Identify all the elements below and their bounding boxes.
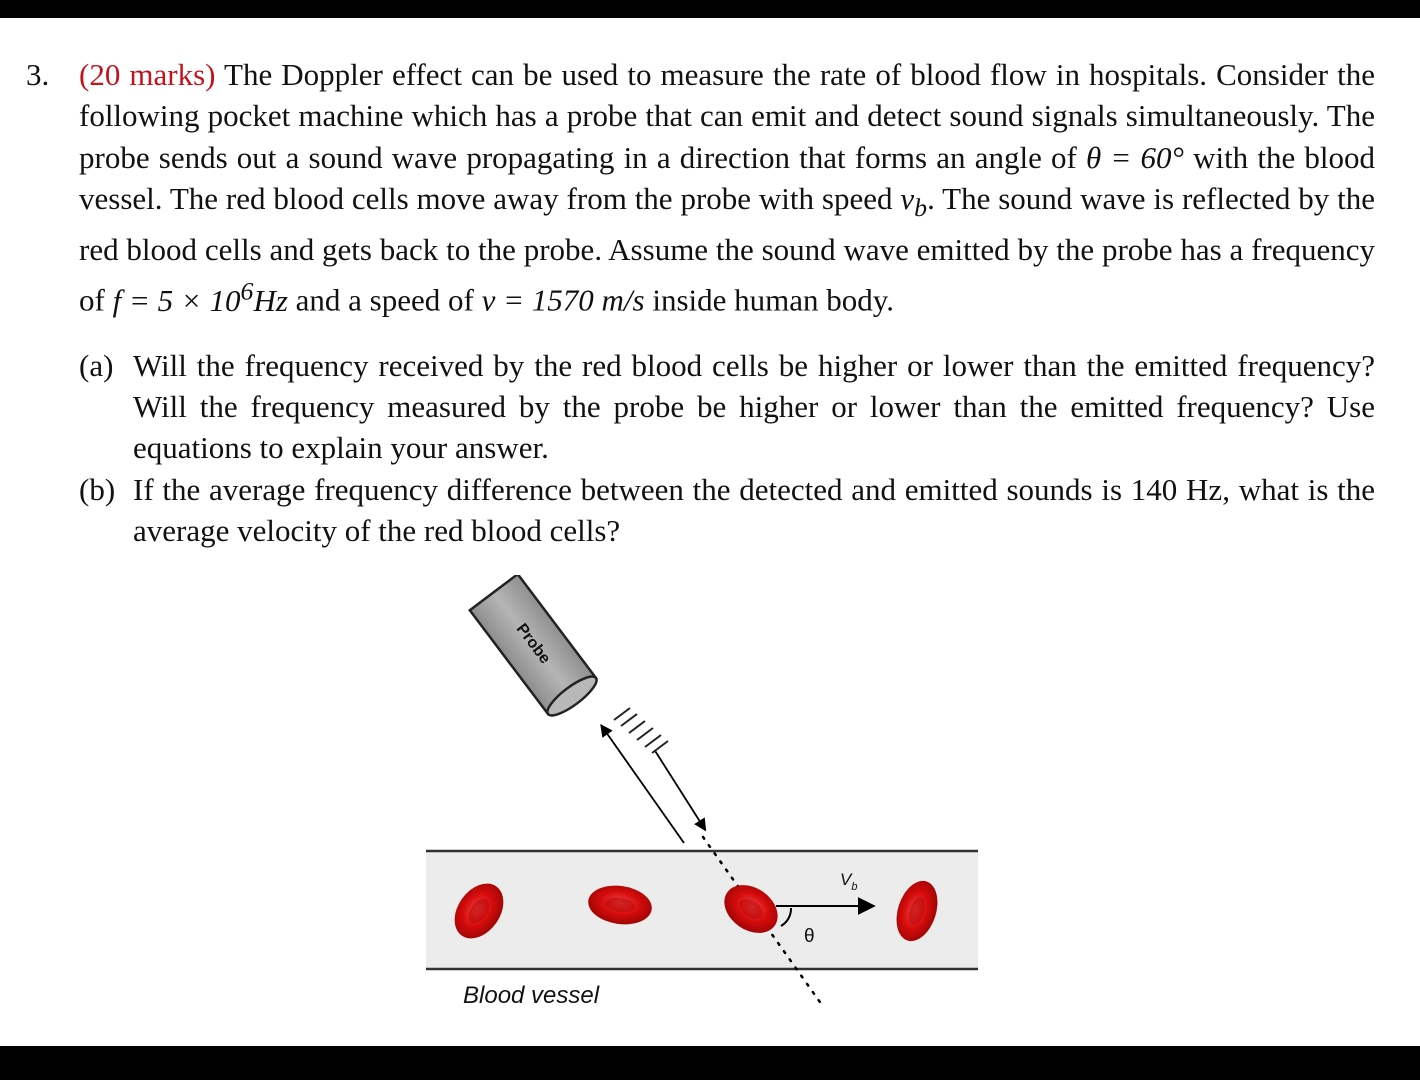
- part-a: [79, 345, 1375, 468]
- sound-wave-fronts: [614, 708, 668, 753]
- part-b-text: If the average frequency difference between the detected and emitted sounds is 140 Hz, what is the average velocity of the red blood cells?: [133, 472, 1375, 548]
- question-text: [79, 54, 1375, 321]
- part-b: [79, 469, 1375, 551]
- incident-wave-arrow: [655, 745, 705, 838]
- intro-part-4: and a speed of: [295, 282, 474, 318]
- vessel-lumen: [426, 851, 978, 969]
- vb-symbol: $v_b$: [900, 181, 928, 223]
- part-b-label: (b): [79, 472, 116, 507]
- angle-label: θ: [804, 926, 815, 947]
- speed-equation: v = 1570 m/s: [481, 282, 645, 318]
- intro-part-3: . The sound wave is reflected by the red blood cells and gets back to the probe. Assume the sound wave emitted by the probe has a frequency of: [79, 181, 1376, 318]
- probe-label: Probe: [512, 620, 554, 668]
- question-number: 3.: [26, 57, 50, 92]
- vessel-label: Blood vessel: [463, 982, 600, 1009]
- theta-equation: θ = 60°: [1086, 139, 1184, 175]
- probe: [470, 575, 602, 721]
- intro-part-1: The Doppler effect can be used to measure the rate of blood flow in hospitals. Consider the following pocket machine which has a probe that can emit and detect sound signals simultaneously. The probe sends out a sound wave propagating in a direction that forms an angle of: [79, 57, 1375, 175]
- frequency-equation: $f = 5 \times 10^6Hz$: [112, 276, 288, 318]
- intro-part-5: inside human body.: [652, 282, 895, 318]
- reflected-wave-arrow: [601, 725, 684, 843]
- velocity-label: $V_b$: [840, 870, 858, 893]
- doppler-diagram: [420, 575, 1000, 1025]
- intro-part-2: with the blood vessel. The red blood cells move away from the probe with speed: [79, 139, 1375, 217]
- part-a-label: (a): [79, 348, 114, 383]
- question-marks: (20 marks): [79, 57, 216, 92]
- part-a-text: Will the frequency received by the red blood cells be higher or lower than the emitted frequency? Will the frequency measured by the probe be higher or lower than the emitted frequency? Use equations to explain your answer.: [133, 348, 1375, 465]
